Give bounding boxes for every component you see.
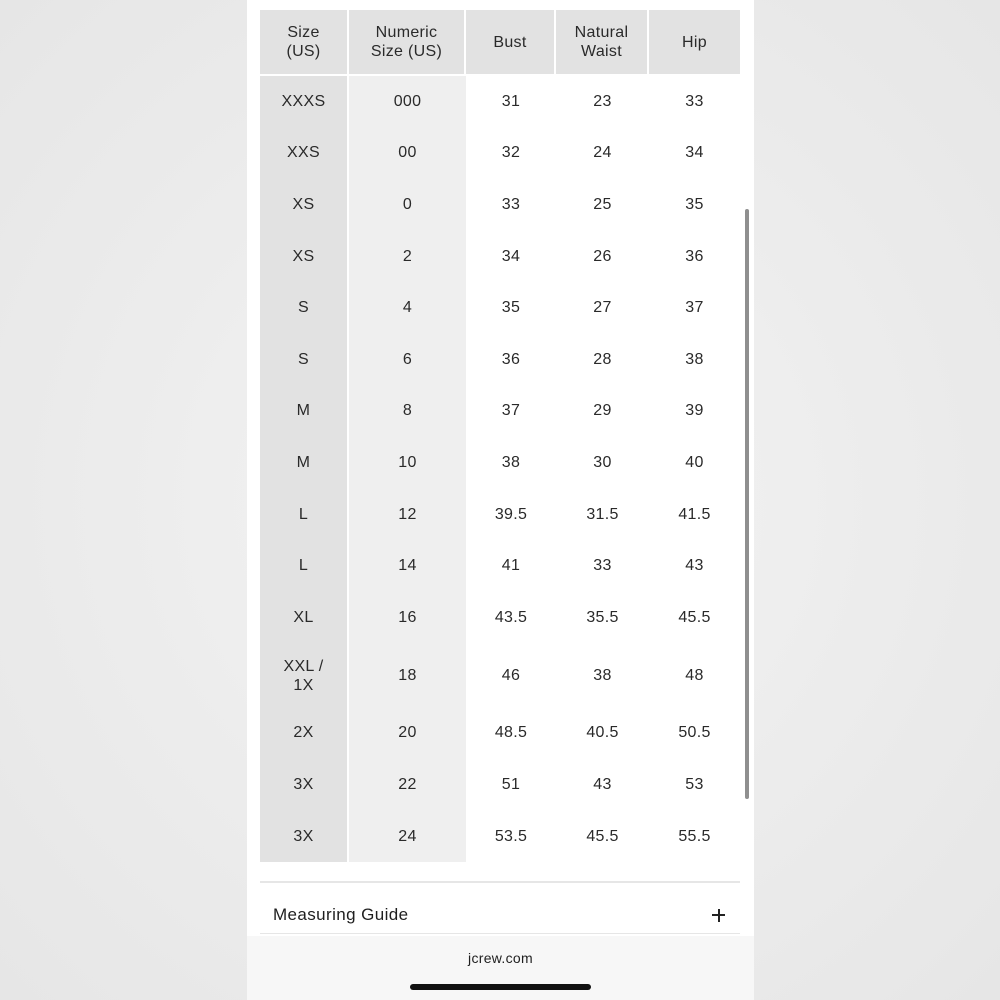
cell-hip: 34 [685, 144, 704, 162]
table-row [260, 437, 740, 489]
cell-hip: 33 [685, 92, 704, 110]
cell-numeric-size: 14 [349, 540, 466, 592]
size-label: L [298, 557, 309, 575]
cell-hip: 48 [685, 667, 704, 685]
cell-numeric-size: 10 [349, 437, 466, 489]
size-label: S [298, 299, 309, 317]
cell-numeric-size: 12 [349, 489, 466, 541]
size-label: XS [292, 247, 315, 265]
table-row [260, 386, 740, 438]
cell-size [260, 811, 349, 863]
size-label: XS [292, 195, 315, 213]
table-row [260, 811, 740, 863]
cell-size [260, 282, 349, 334]
cell-numeric-size: 22 [349, 759, 466, 811]
scrollbar[interactable] [745, 209, 749, 799]
cell-hip: 43 [685, 557, 704, 575]
cell-bust: 36 [501, 350, 521, 368]
home-indicator[interactable] [410, 984, 591, 990]
cell-bust: 32 [501, 144, 521, 162]
size-label: XL [293, 608, 314, 626]
cell-numeric-size: 2 [349, 231, 466, 283]
cell-numeric-size: 0 [349, 179, 466, 231]
cell-bust: 48.5 [494, 724, 528, 742]
cell-size [260, 386, 349, 438]
table-row [260, 644, 740, 708]
cell-bust: 41 [501, 557, 521, 575]
cell-hip: 36 [685, 247, 704, 265]
cell-size [260, 437, 349, 489]
table-body [260, 76, 740, 862]
cell-bust: 38 [501, 453, 521, 471]
cell-natural-waist: 43 [593, 775, 612, 793]
cell-natural-waist: 31.5 [586, 505, 619, 523]
size-label: M [296, 402, 311, 420]
cell-bust: 33 [501, 195, 521, 213]
cell-natural-waist: 40.5 [586, 724, 619, 742]
cell-bust: 39.5 [494, 505, 528, 523]
cell-bust: 43.5 [494, 608, 528, 626]
header-line: Numeric [375, 24, 438, 41]
cell-size [260, 644, 349, 708]
cell-numeric-size: 24 [349, 811, 466, 863]
header-numeric-size [349, 10, 466, 76]
header-line: Size (US) [370, 43, 443, 60]
cell-natural-waist: 27 [593, 299, 612, 317]
cell-size [260, 334, 349, 386]
table-header-row [260, 10, 740, 76]
cell-hip: 45.5 [678, 608, 711, 626]
header-size-us [260, 10, 349, 76]
cell-numeric-size: 18 [349, 644, 466, 708]
measuring-guide-row[interactable] [260, 898, 740, 932]
table-row [260, 334, 740, 386]
plus-icon[interactable] [712, 909, 725, 922]
cell-size [260, 489, 349, 541]
browser-url-bar[interactable] [247, 936, 754, 1000]
cell-numeric-size: 00 [349, 128, 466, 180]
cell-size [260, 592, 349, 644]
cell-hip: 55.5 [678, 827, 711, 845]
cell-bust: 51 [501, 775, 521, 793]
cell-natural-waist: 24 [593, 144, 612, 162]
cell-size [260, 179, 349, 231]
header-bust [466, 10, 556, 76]
size-label: 1X [293, 676, 314, 694]
cell-natural-waist: 35.5 [586, 608, 619, 626]
size-label: XXS [287, 144, 320, 162]
cell-hip: 38 [685, 350, 704, 368]
size-label: M [296, 453, 311, 471]
cell-bust: 37 [501, 402, 521, 420]
table-row [260, 759, 740, 811]
url-domain[interactable]: jcrew.com [468, 950, 533, 966]
cell-size [260, 76, 349, 128]
cell-bust: 46 [501, 667, 521, 685]
divider [260, 881, 740, 883]
cell-numeric-size: 20 [349, 708, 466, 760]
cell-numeric-size: 6 [349, 334, 466, 386]
cell-hip: 50.5 [678, 724, 711, 742]
size-label: 3X [293, 775, 314, 793]
phone-screen [247, 0, 754, 1000]
cell-natural-waist: 45.5 [586, 827, 619, 845]
table-row [260, 708, 740, 760]
table-row [260, 76, 740, 128]
cell-hip: 53 [685, 775, 704, 793]
divider [260, 933, 740, 934]
header-line: (US) [286, 43, 321, 60]
cell-natural-waist: 38 [593, 667, 612, 685]
cell-size [260, 759, 349, 811]
cell-size [260, 540, 349, 592]
cell-bust: 53.5 [494, 827, 528, 845]
measuring-guide-label: Measuring Guide [273, 905, 409, 924]
cell-natural-waist: 25 [593, 195, 612, 213]
cell-hip: 37 [685, 299, 704, 317]
table-row [260, 179, 740, 231]
cell-size [260, 231, 349, 283]
table-row [260, 128, 740, 180]
cell-natural-waist: 30 [593, 453, 612, 471]
size-label: XXXS [281, 92, 326, 110]
header-line: Size [287, 24, 320, 41]
header-line: Natural [574, 24, 629, 41]
cell-size [260, 128, 349, 180]
cell-numeric-size: 000 [349, 76, 466, 128]
cell-bust: 31 [501, 92, 521, 110]
cell-hip: 41.5 [678, 505, 711, 523]
table-row [260, 592, 740, 644]
cell-numeric-size: 8 [349, 386, 466, 438]
cell-hip: 40 [685, 453, 704, 471]
cell-hip: 35 [685, 195, 704, 213]
table-row [260, 231, 740, 283]
header-line: Hip [682, 33, 707, 51]
size-chart-table [260, 10, 740, 862]
cell-natural-waist: 29 [593, 402, 612, 420]
cell-hip: 39 [685, 402, 704, 420]
cell-bust: 35 [501, 299, 521, 317]
table-row [260, 282, 740, 334]
size-label: 3X [293, 827, 314, 845]
table-row [260, 540, 740, 592]
cell-bust: 34 [501, 247, 521, 265]
header-natural-waist [556, 10, 649, 76]
size-label: S [298, 350, 309, 368]
header-line: Bust [493, 33, 527, 51]
size-label: 2X [293, 724, 314, 742]
cell-natural-waist: 26 [593, 247, 612, 265]
cell-natural-waist: 28 [593, 350, 612, 368]
cell-numeric-size: 4 [349, 282, 466, 334]
cell-natural-waist: 33 [593, 557, 612, 575]
header-hip [649, 10, 740, 76]
cell-numeric-size: 16 [349, 592, 466, 644]
size-label: L [298, 505, 309, 523]
cell-natural-waist: 23 [593, 92, 612, 110]
table-row [260, 489, 740, 541]
cell-size [260, 708, 349, 760]
size-label: XXL / [283, 657, 324, 675]
header-line: Waist [581, 43, 622, 60]
